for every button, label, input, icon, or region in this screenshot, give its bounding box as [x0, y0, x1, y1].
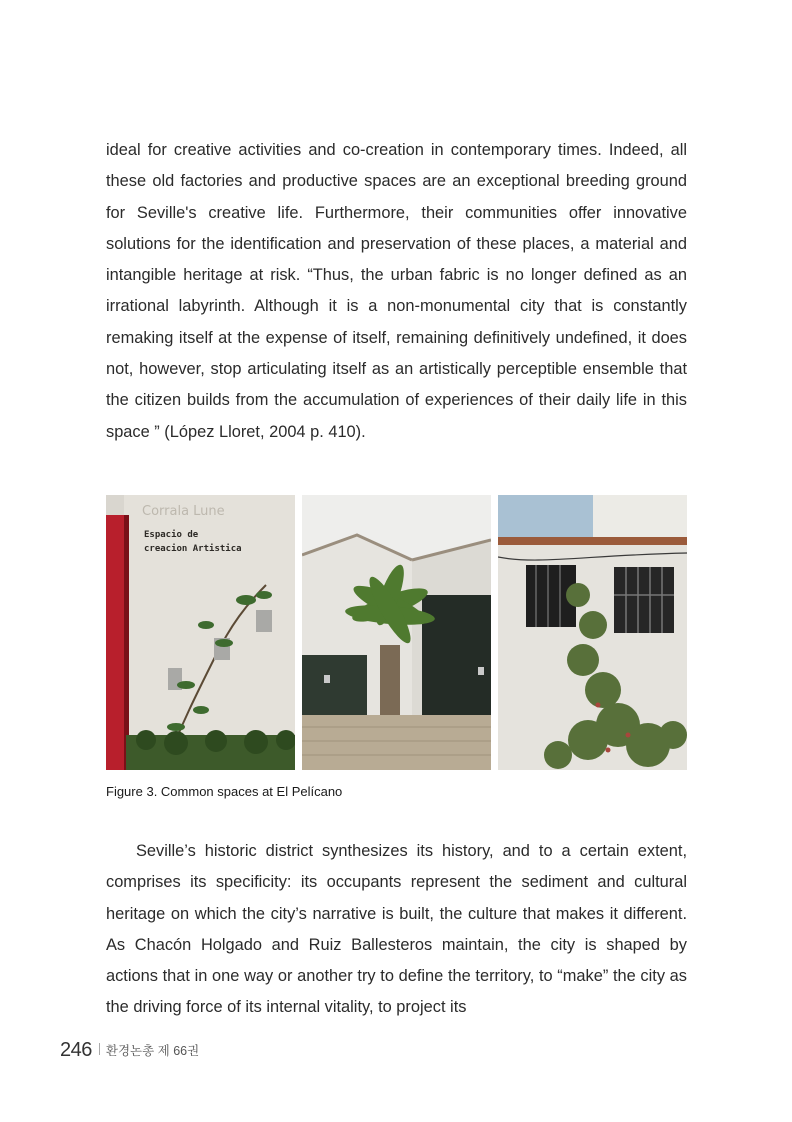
- page-footer: [60, 1039, 199, 1062]
- photo-facade-with-vines: [498, 495, 687, 770]
- photo-building-with-palm: [302, 495, 491, 770]
- journal-name: 환경논총 제 66권: [105, 1044, 200, 1058]
- footer-divider: [99, 1043, 100, 1055]
- wall-sign-faded-text: Corrala Lune: [142, 504, 225, 519]
- body-paragraph: ideal for creative activities and co-creation in contemporary times. Indeed, all these old factories and productive spaces are an exceptional breeding ground for Seville's creative life. Furthermore, their communities offer innovative solutions for the identification and preservation of these places, a material and intangible heritage at risk. “Thus, the urban fabric is no longer defined as an irrational labyrinth. Although it is a non-monumental city that is constantly remaking itself at the expense of itself, remaining definitively undefined, it does not, however, stop articulating itself as an artistically perceptible ensemble that the citizen builds from the accumulation of experiences of their daily life in this space ” (López Lloret, 2004 p. 410).: [106, 141, 687, 441]
- photo-wall-with-plants: [106, 495, 295, 770]
- wall-sign-text-line-1: Espacio de: [144, 530, 199, 540]
- body-paragraph: Seville’s historic district synthesizes its history, and to a certain extent, comprises its specificity: its occupants represent the sediment and cultural heritage on which the city’s narrative is built, the culture that makes it different. As Chacón Holgado and Ruiz Ballesteros maintain, the city is shaped by actions that in one way or another try to define the territory, to “make” the city as the driving force of its internal vitality, to project its: [106, 842, 687, 1017]
- page-number: 246: [60, 1039, 92, 1061]
- wall-sign-text-line-2: creacion Artistica: [144, 544, 242, 554]
- figure-caption: Figure 3. Common spaces at El Pelícano: [106, 784, 343, 799]
